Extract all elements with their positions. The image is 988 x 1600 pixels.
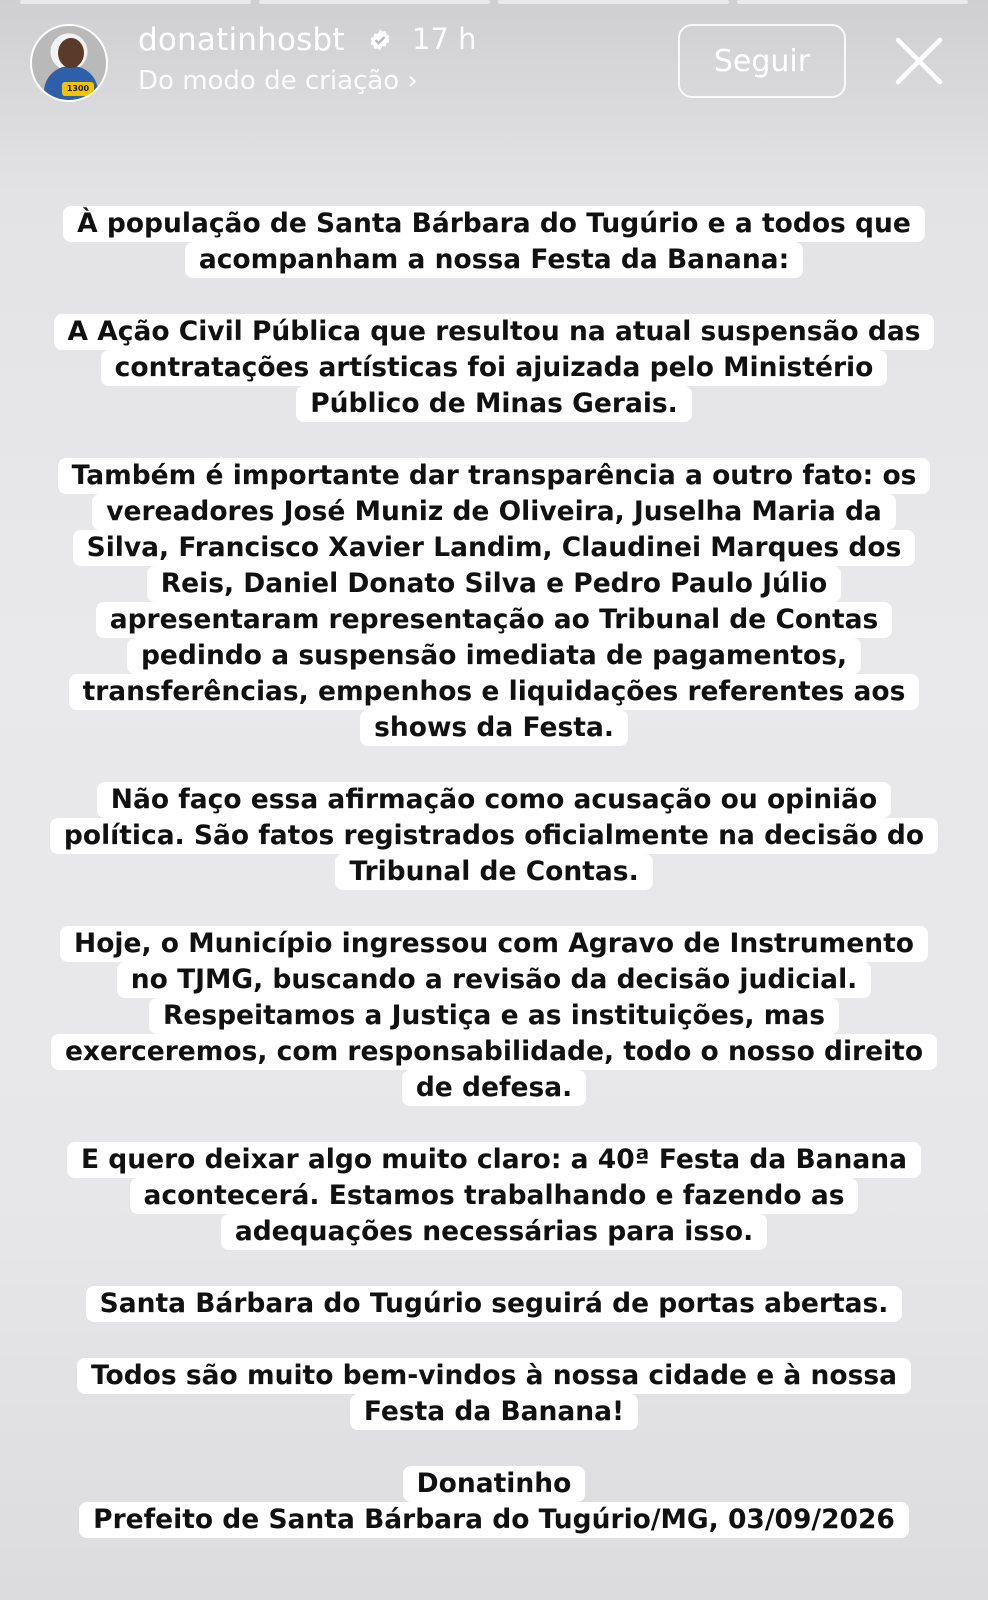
text-line: transferências, empenhos e liquidações referentes aos — [69, 674, 920, 710]
follow-button[interactable]: Seguir — [678, 24, 846, 98]
text-line: de defesa. — [402, 1070, 586, 1106]
text-line: A Ação Civil Pública que resultou na atual suspensão das — [54, 314, 935, 350]
text-line: pedindo a suspensão imediata de pagamentos, — [127, 638, 861, 674]
progress-segment — [737, 0, 968, 4]
text-line: Santa Bárbara do Tugúrio seguirá de portas abertas. — [86, 1286, 903, 1322]
username[interactable]: donatinhosbt — [138, 22, 345, 58]
text-line: shows da Festa. — [360, 710, 628, 746]
text-paragraph — [0, 926, 988, 1106]
story-progress-bar — [20, 0, 968, 4]
text-line: Também é importante dar transparência a outro fato: os — [58, 458, 931, 494]
text-line: Festa da Banana! — [350, 1394, 638, 1430]
close-icon[interactable] — [892, 34, 946, 88]
text-line: Hoje, o Município ingressou com Agravo de Instrumento — [60, 926, 928, 962]
progress-segment — [498, 0, 729, 4]
creation-mode-link[interactable]: Do modo de criação › — [138, 66, 418, 96]
text-paragraph — [0, 206, 988, 278]
text-line: exerceremos, com responsabilidade, todo o nosso direito — [51, 1034, 937, 1070]
text-line: contratações artísticas foi ajuizada pelo Ministério — [101, 350, 888, 386]
text-line: Não faço essa afirmação como acusação ou opinião — [97, 782, 891, 818]
text-line: Reis, Daniel Donato Silva e Pedro Paulo Júlio — [147, 566, 841, 602]
text-paragraph — [0, 1466, 988, 1538]
text-paragraph — [0, 1358, 988, 1430]
text-line: apresentaram representação ao Tribunal de Contas — [96, 602, 893, 638]
text-line: Público de Minas Gerais. — [296, 386, 692, 422]
text-line: adequações necessárias para isso. — [221, 1214, 767, 1250]
text-line: À população de Santa Bárbara do Tugúrio e a todos que — [63, 206, 925, 242]
avatar[interactable]: 1300 — [30, 24, 108, 102]
text-line: política. São fatos registrados oficialmente na decisão do — [50, 818, 938, 854]
progress-segment — [259, 0, 490, 4]
progress-segment — [20, 0, 251, 4]
text-line: Silva, Francisco Xavier Landim, Claudinei Marques dos — [73, 530, 916, 566]
text-line: Todos são muito bem-vindos à nossa cidade e à nossa — [77, 1358, 911, 1394]
text-line: no TJMG, buscando a revisão da decisão judicial. — [117, 962, 871, 998]
time-ago: 17 h — [412, 22, 477, 56]
text-line: acompanham a nossa Festa da Banana: — [185, 242, 803, 278]
text-line: Respeitamos a Justiça e as instituições, mas — [149, 998, 839, 1034]
text-line: Donatinho — [403, 1466, 586, 1502]
text-paragraph — [0, 782, 988, 890]
text-paragraph — [0, 1142, 988, 1250]
text-paragraph — [0, 458, 988, 746]
text-line: Prefeito de Santa Bárbara do Tugúrio/MG, 03/09/2026 — [79, 1502, 909, 1538]
text-line: Tribunal de Contas. — [335, 854, 652, 890]
text-paragraph — [0, 1286, 988, 1322]
verified-badge-icon — [368, 28, 392, 52]
text-paragraph — [0, 314, 988, 422]
text-line: acontecerá. Estamos trabalhando e fazendo as — [130, 1178, 859, 1214]
story-header — [28, 22, 968, 102]
text-line: vereadores José Muniz de Oliveira, Juselha Maria da — [92, 494, 896, 530]
story-text-content — [0, 206, 988, 1538]
text-line: E quero deixar algo muito claro: a 40ª Festa da Banana — [67, 1142, 921, 1178]
